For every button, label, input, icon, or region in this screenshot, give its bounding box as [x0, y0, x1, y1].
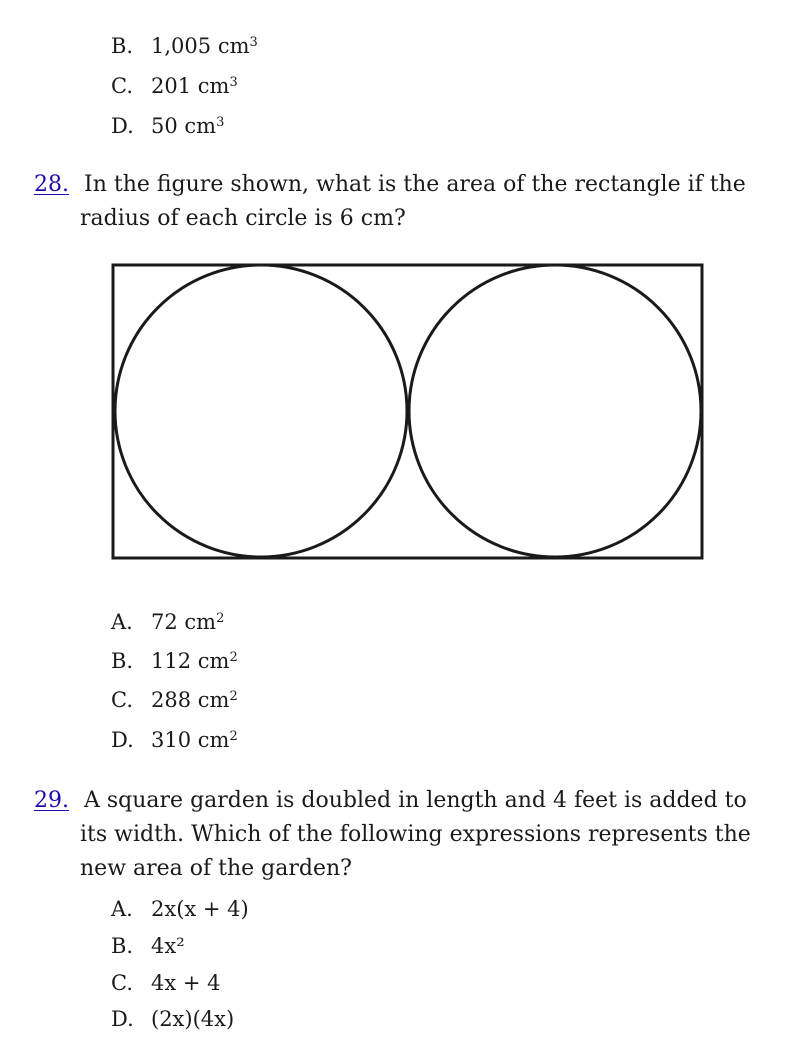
question-28-line-1: 28. In the figure shown, what is the area of the rectangle if the: [34, 168, 774, 202]
q28-choice-b[interactable]: [111, 648, 238, 674]
prev-choice-b[interactable]: [111, 33, 258, 59]
q29-choice-a[interactable]: [111, 896, 249, 922]
choice-value: 1,005 $cm^3$: [151, 34, 258, 58]
figure-rectangle: [113, 265, 702, 558]
q29-choice-d[interactable]: [111, 1006, 234, 1032]
choice-expression: 2x(x + 4): [151, 897, 249, 921]
choice-value: 72 $cm^2$: [151, 610, 225, 634]
q29-choice-c[interactable]: [111, 970, 221, 996]
question-29-line-2: its width. Which of the following expressions represents the: [80, 822, 751, 847]
question-29-line-3: new area of the garden?: [80, 856, 352, 881]
figure-left-circle: [115, 265, 407, 557]
choice-letter: C.: [111, 74, 133, 98]
question-28-line-2: radius of each circle is 6 cm?: [80, 206, 406, 231]
prev-choice-c[interactable]: [111, 73, 238, 99]
question-29-line-1: 29. A square garden is doubled in length and 4 feet is added to: [34, 784, 774, 818]
choice-expression: (2x)(4x): [151, 1007, 235, 1031]
choice-letter: A.: [111, 610, 133, 634]
choice-value: 201 $cm^3$: [151, 74, 238, 98]
q28-choice-d[interactable]: [111, 727, 238, 753]
question-28-number-link[interactable]: 28.: [34, 172, 69, 197]
choice-letter: B.: [111, 934, 134, 958]
choice-expression: 4x²: [151, 934, 185, 958]
choice-letter: A.: [111, 897, 133, 921]
choice-value: 288 $cm^2$: [151, 688, 238, 712]
q28-choice-a[interactable]: [111, 609, 224, 635]
question-29-number-link[interactable]: 29.: [34, 788, 69, 813]
choice-value: 310 $cm^2$: [151, 728, 238, 752]
choice-letter: D.: [111, 1007, 134, 1031]
q29-choice-b[interactable]: [111, 933, 185, 959]
question-28: [34, 168, 774, 236]
choice-letter: B.: [111, 34, 134, 58]
prev-choice-d[interactable]: [111, 113, 224, 139]
q28-choice-c[interactable]: [111, 687, 238, 713]
choice-letter: D.: [111, 114, 134, 138]
choice-value: 50 $cm^3$: [151, 114, 225, 138]
question-29: [34, 784, 774, 886]
choice-letter: C.: [111, 688, 133, 712]
choice-value: 112 $cm^2$: [151, 649, 238, 673]
choice-letter: B.: [111, 649, 134, 673]
choice-letter: C.: [111, 971, 133, 995]
choice-letter: D.: [111, 728, 134, 752]
figure-right-circle: [409, 265, 701, 557]
choice-expression: 4x + 4: [151, 971, 221, 995]
